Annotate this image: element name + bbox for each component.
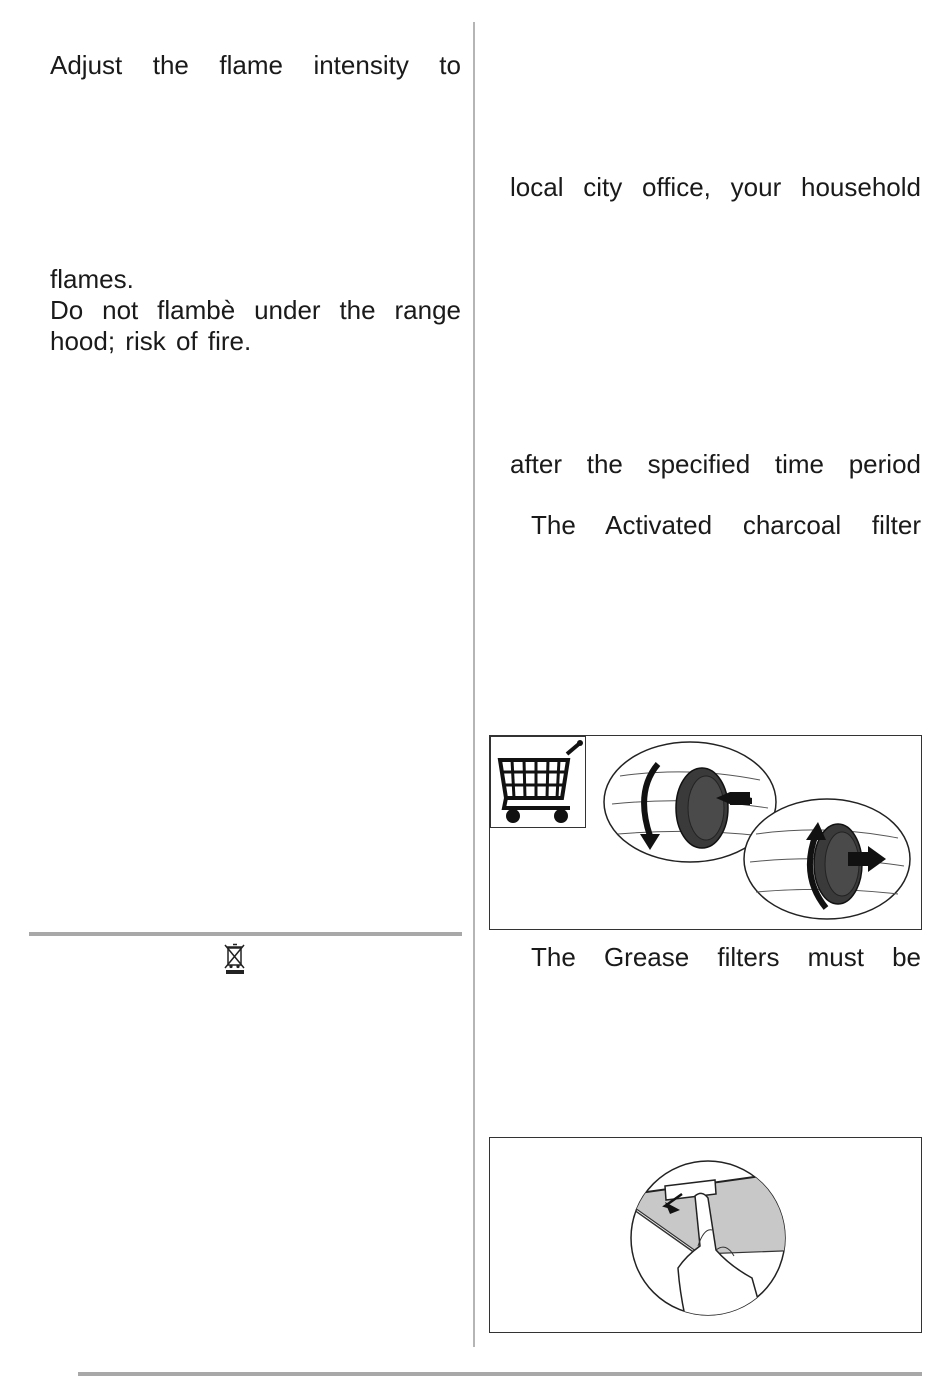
- left-text-adjust-flame: Adjust the flame intensity to: [50, 50, 461, 80]
- right-text-grease-filters: The Grease filters must be: [531, 942, 921, 972]
- page-bottom-rule: [78, 1372, 922, 1376]
- crossed-out-wheelie-bin-icon: [224, 943, 246, 975]
- left-text-flames: flames.: [50, 264, 134, 294]
- column-divider: [473, 22, 475, 1347]
- section-rule: [29, 932, 462, 936]
- right-text-after-time-period: after the specified time period: [510, 449, 921, 479]
- left-text-risk-of-fire: hood; risk of fire.: [50, 326, 252, 356]
- right-text-activated-charcoal: The Activated charcoal filter: [531, 510, 921, 540]
- grease-filter-figure: [489, 1137, 922, 1333]
- charcoal-filter-figure: [489, 735, 922, 930]
- filter-fitting-illustration: [744, 799, 910, 919]
- left-text-do-not-flambe: Do not flambè under the range: [50, 295, 461, 325]
- right-text-local-city-office: local city office, your household: [510, 172, 921, 202]
